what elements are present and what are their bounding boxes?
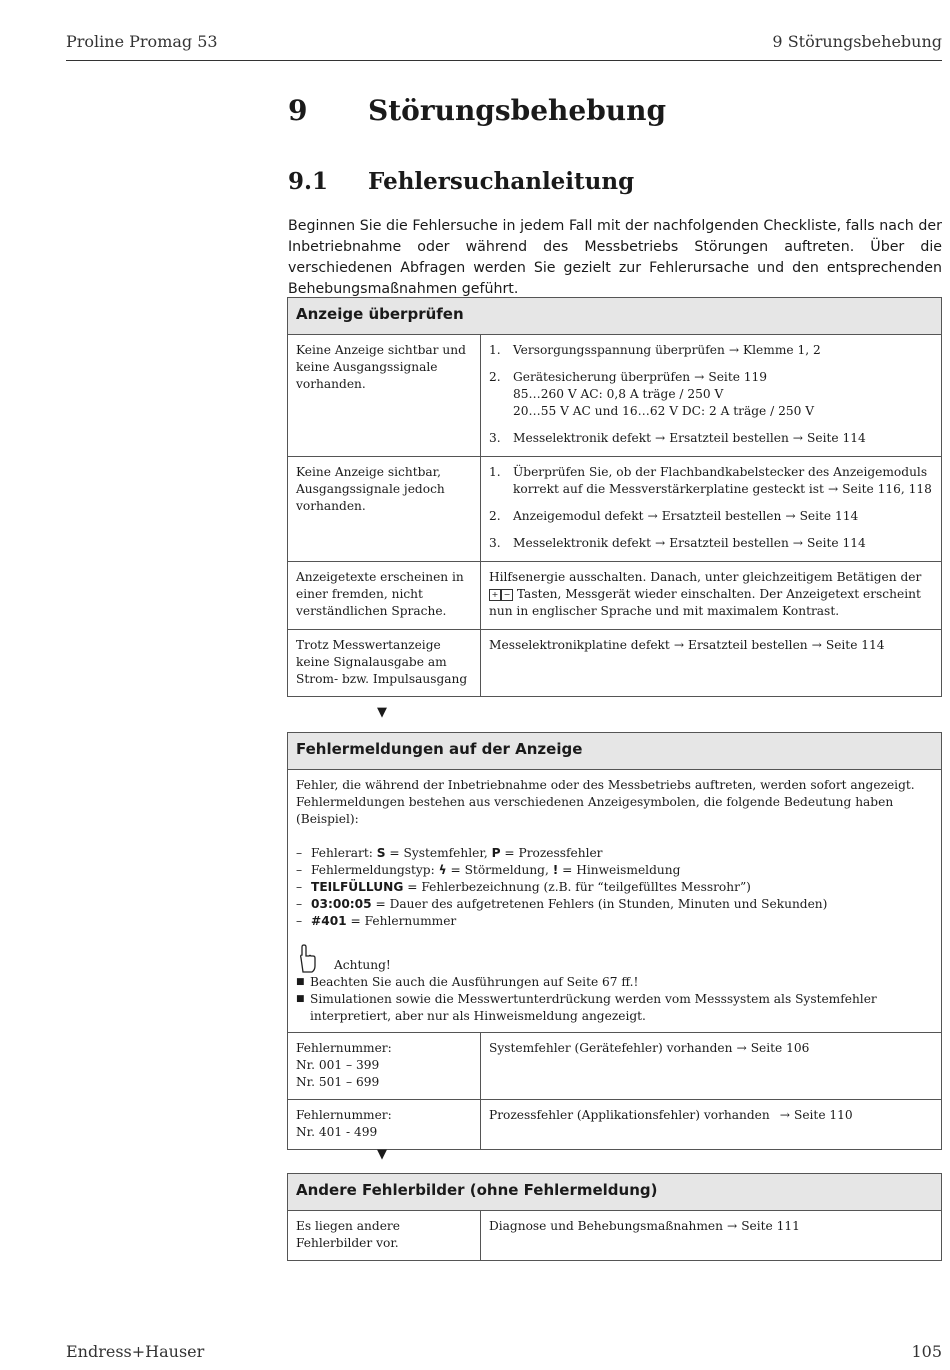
- fuse-spec: 85…260 V AC: 0,8 A träge / 250 V: [513, 387, 724, 401]
- action-cell: [481, 1100, 942, 1150]
- paragraph: Fehler, die während der Inbetriebnahme oder des Messbetriebs auftreten, werden sofort angezeigt.: [296, 778, 915, 792]
- action-text: Messelektronikplatine defekt: [489, 638, 670, 652]
- page-ref: Seite 114: [807, 431, 866, 445]
- dash-marker: –: [296, 880, 303, 894]
- fuse-spec: 20…55 V AC und 16…62 V DC: 2 A träge / 250 V: [513, 404, 815, 418]
- item-text: = Störmeldung,: [446, 863, 553, 877]
- lightning-icon: ϟ: [438, 863, 447, 877]
- step-target: Klemme 1, 2: [743, 343, 821, 357]
- action-text: Tasten, Messgerät wieder einschalten. Der Anzeigetext erscheint nun in englischer Sprache und mit maximalem Kontrast.: [489, 587, 921, 618]
- table-row: [288, 457, 942, 562]
- page-ref: Seite 116, 118: [842, 482, 932, 496]
- chapter-title: Störungsbehebung: [368, 94, 667, 127]
- running-header-left: Proline Promag 53: [66, 32, 218, 51]
- symbol-s: S: [376, 846, 386, 860]
- running-header-right: 9 Störungsbehebung: [772, 32, 942, 51]
- action-cell: [481, 1211, 942, 1261]
- list-item: [296, 896, 933, 913]
- arrow-right-icon: →: [792, 431, 804, 445]
- condition-cell: Trotz Messwertanzeige keine Signalausgabe am Strom- bzw. Impulsausgang: [288, 630, 481, 697]
- step-text: Versorgungsspannung überprüfen: [513, 343, 725, 357]
- step-text: Überprüfen Sie, ob der Flachbandkabelstecker des Anzeigemoduls korrekt auf die Messverstärkerplatine gesteckt ist: [513, 465, 928, 496]
- step-number: 2.: [489, 509, 501, 523]
- dash-marker: –: [296, 846, 303, 860]
- arrow-right-icon: →: [827, 482, 839, 496]
- step-number: 1.: [489, 465, 501, 479]
- arrow-right-icon: →: [779, 1108, 790, 1122]
- item-text: = Prozessfehler: [500, 846, 603, 860]
- page-ref: Seite 106: [750, 1041, 810, 1055]
- table-row: [288, 630, 942, 697]
- cell-line: Nr. 401 - 499: [296, 1125, 378, 1139]
- cell-line: Fehlernummer:: [296, 1108, 392, 1122]
- item-text: Simulationen sowie die Messwertunterdrückung werden vom Messsystem als Systemfehler interpretiert, aber nur als Hinweismeldung angezeigt.: [310, 992, 877, 1023]
- step: [489, 464, 933, 498]
- action-cell: [481, 630, 942, 697]
- step: [489, 342, 933, 359]
- arrow-right-icon: →: [811, 638, 822, 652]
- list-item: [296, 991, 933, 1025]
- pointing-hand-icon: [296, 944, 318, 974]
- page-number: 105: [911, 1342, 942, 1361]
- step-number: 2.: [489, 370, 501, 384]
- table-row: [288, 562, 942, 630]
- condition-cell: Es liegen andere Fehlerbilder vor.: [288, 1211, 481, 1261]
- minus-key-icon: −: [501, 589, 513, 601]
- action-cell: [481, 1033, 942, 1100]
- step: [489, 369, 933, 420]
- header-rule: [66, 60, 942, 61]
- step-action: Ersatzteil bestellen: [688, 638, 808, 652]
- step: [489, 430, 933, 447]
- intro-paragraph: Beginnen Sie die Fehlersuche in jedem Fall mit der nachfolgenden Checkliste, falls nach der Inbetriebnahme oder während des Messbetriebs Störungen auftreten. Über die verschiedenen Abfragen werden Sie gezielt zur Fehlerursache und den entsprechenden Behebungsmaßnahmen geführt.: [288, 218, 942, 297]
- display-keyword: TEILFÜLLUNG: [311, 880, 404, 894]
- condition-cell: Keine Anzeige sichtbar, Ausgangssignale jedoch vorhanden.: [288, 457, 481, 562]
- step-number: 3.: [489, 536, 501, 550]
- arrow-right-icon: →: [673, 638, 685, 652]
- footer-brand: Endress+Hauser: [66, 1342, 205, 1361]
- paragraph: Fehlermeldungen bestehen aus verschiedenen Anzeigesymbolen, die folgende Bedeutung haben (Beispiel):: [296, 795, 894, 826]
- step-text: Gerätesicherung überprüfen: [513, 370, 691, 384]
- action-text: Diagnose und Behebungsmaßnahmen: [489, 1219, 723, 1233]
- table-title-errors: Fehlermeldungen auf der Anzeige: [288, 733, 942, 770]
- arrow-right-icon: →: [726, 1219, 738, 1233]
- item-text: = Systemfehler,: [385, 846, 492, 860]
- down-triangle-icon: ▼: [377, 705, 387, 720]
- step-text: Anzeigemodul defekt: [513, 509, 644, 523]
- display-keyword: #401: [311, 914, 347, 928]
- step-action: Ersatzteil bestellen: [669, 431, 789, 445]
- arrow-right-icon: →: [647, 509, 658, 523]
- step-action: Ersatzteil bestellen: [661, 509, 782, 523]
- table-row: [288, 1211, 942, 1261]
- action-text: Systemfehler (Gerätefehler) vorhanden: [489, 1041, 733, 1055]
- item-text: = Fehlerbezeichnung (z.B. für “teilgefülltes Messrohr”): [403, 880, 751, 894]
- table-row: [288, 1100, 942, 1150]
- list-item: [296, 913, 933, 930]
- down-triangle-icon: ▼: [377, 1147, 387, 1162]
- condition-cell: [288, 1100, 481, 1150]
- arrow-right-icon: →: [655, 536, 666, 550]
- step-text: Messelektronik defekt: [513, 536, 651, 550]
- page-ref: Seite 119: [708, 370, 768, 384]
- arrow-right-icon: →: [728, 343, 740, 357]
- list-item: [296, 974, 933, 991]
- list-item: [296, 879, 933, 896]
- plus-key-icon: +: [489, 589, 501, 601]
- checklist-display-table: [287, 297, 942, 697]
- symbol-p: P: [491, 846, 501, 860]
- action-cell: [481, 335, 942, 457]
- caution-note: [296, 944, 933, 974]
- item-text: = Fehlernummer: [346, 914, 457, 928]
- list-item: [296, 845, 933, 862]
- step-text: Messelektronik defekt: [513, 431, 651, 445]
- page-ref: Seite 111: [741, 1219, 800, 1233]
- item-text: Fehlermeldungstyp:: [311, 863, 439, 877]
- condition-cell: [288, 1033, 481, 1100]
- section-number: 9.1: [288, 168, 329, 195]
- cell-line: Nr. 001 – 399: [296, 1058, 380, 1072]
- table-row: [288, 770, 942, 1033]
- arrow-right-icon: →: [785, 509, 796, 523]
- item-text: Fehlerart:: [311, 846, 377, 860]
- page-ref: Seite 110: [793, 1108, 853, 1122]
- step-number: 3.: [489, 431, 501, 445]
- action-cell: [481, 457, 942, 562]
- table-row: [288, 1033, 942, 1100]
- dash-marker: –: [296, 897, 303, 911]
- square-bullet-icon: ■: [296, 994, 305, 1004]
- section-title: Fehlersuchanleitung: [368, 168, 635, 195]
- display-keyword: 03:00:05: [311, 897, 372, 911]
- step: [489, 508, 933, 525]
- action-text: Prozessfehler (Applikationsfehler) vorhanden: [489, 1108, 770, 1122]
- table-title-display: Anzeige überprüfen: [288, 298, 942, 335]
- chapter-number: 9: [288, 94, 308, 127]
- action-cell: [481, 562, 942, 630]
- list-item: [296, 862, 933, 879]
- error-messages-table: [287, 732, 942, 1150]
- caution-title: Achtung!: [334, 958, 391, 972]
- step-action: Ersatzteil bestellen: [669, 536, 789, 550]
- item-text: = Hinweismeldung: [558, 863, 681, 877]
- cell-line: Fehlernummer:: [296, 1041, 392, 1055]
- dash-marker: –: [296, 863, 303, 877]
- exclamation-icon: !: [552, 863, 559, 877]
- cell-line: Nr. 501 – 699: [296, 1075, 380, 1089]
- item-text: Beachten Sie auch die Ausführungen auf Seite 67 ff.!: [310, 975, 639, 989]
- arrow-right-icon: →: [655, 431, 666, 445]
- table-row: [288, 335, 942, 457]
- dash-marker: –: [296, 914, 303, 928]
- table-title-other: Andere Fehlerbilder (ohne Fehlermeldung): [288, 1174, 942, 1211]
- item-text: = Dauer des aufgetretenen Fehlers (in Stunden, Minuten und Sekunden): [371, 897, 828, 911]
- arrow-right-icon: →: [736, 1041, 747, 1055]
- page-ref: Seite 114: [799, 509, 859, 523]
- condition-cell: Anzeigetexte erscheinen in einer fremden, nicht verständlichen Sprache.: [288, 562, 481, 630]
- condition-cell: Keine Anzeige sichtbar und keine Ausgangssignale vorhanden.: [288, 335, 481, 457]
- square-bullet-icon: ■: [296, 977, 305, 987]
- step-number: 1.: [489, 343, 501, 357]
- page-ref: Seite 114: [807, 536, 866, 550]
- error-explanation-cell: [288, 770, 942, 1033]
- arrow-right-icon: →: [792, 536, 804, 550]
- step: [489, 535, 933, 552]
- other-errors-table: [287, 1173, 942, 1261]
- arrow-right-icon: →: [694, 370, 705, 384]
- page-ref: Seite 114: [825, 638, 885, 652]
- action-text: Hilfsenergie ausschalten. Danach, unter gleichzeitigem Betätigen der: [489, 570, 922, 584]
